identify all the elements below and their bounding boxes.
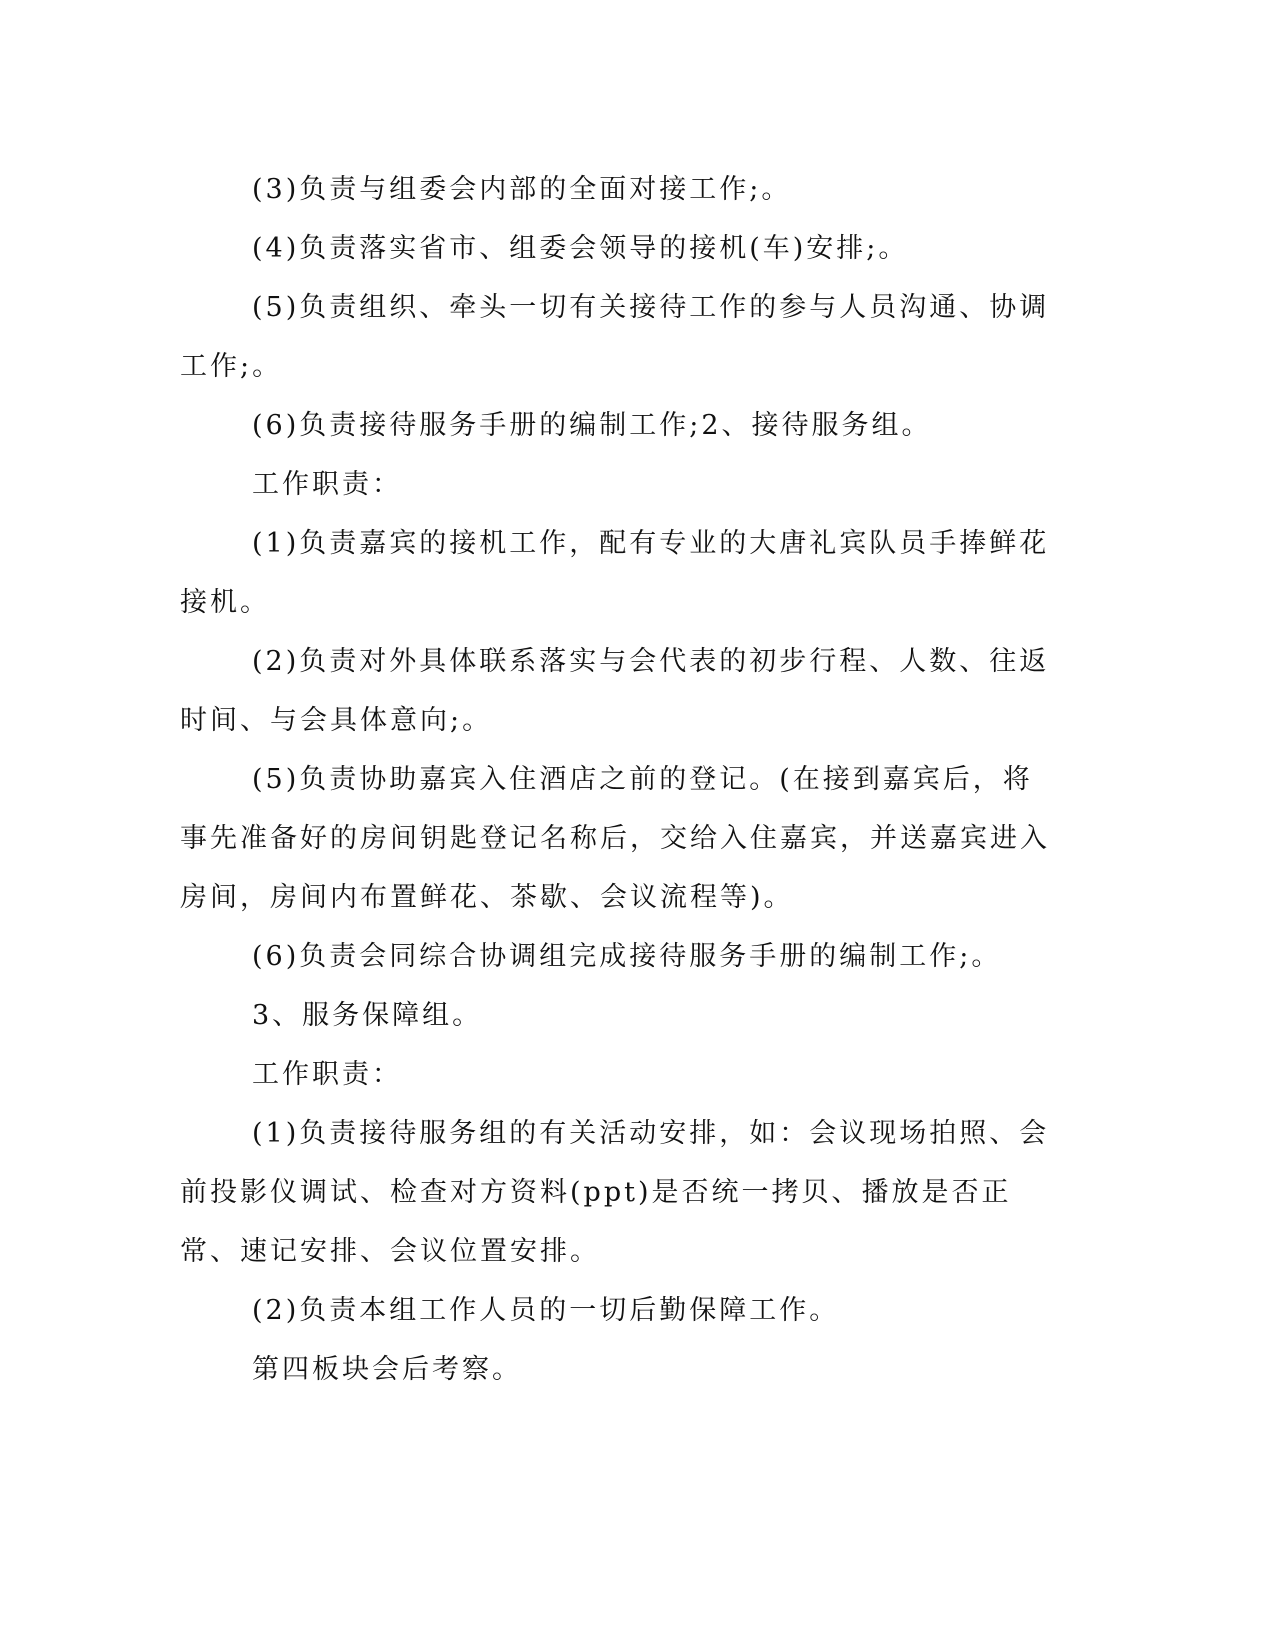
- document-body: [180, 160, 1060, 1399]
- paragraph-12: (1)负责接待服务组的有关活动安排，如：会议现场拍照、会前投影仪调试、检查对方资料(ppt)是否统一拷贝、播放是否正常、速记安排、会议位置安排。: [180, 1118, 1050, 1267]
- paragraph-11: 工作职责：: [252, 1059, 402, 1090]
- paragraph-4: (6)负责接待服务手册的编制工作;2、接待服务组。: [252, 410, 932, 441]
- paragraph-7: (2)负责对外具体联系落实与会代表的初步行程、人数、往返时间、与会具体意向;。: [180, 646, 1050, 736]
- paragraph-1: (3)负责与组委会内部的全面对接工作;。: [252, 174, 792, 205]
- paragraph-13: (2)负责本组工作人员的一切后勤保障工作。: [252, 1295, 840, 1326]
- paragraph-9: (6)负责会同综合协调组完成接待服务手册的编制工作;。: [252, 941, 1002, 972]
- paragraph-2: (4)负责落实省市、组委会领导的接机(车)安排;。: [252, 233, 909, 264]
- paragraph-10: 3、服务保障组。: [252, 1000, 483, 1031]
- paragraph-3: (5)负责组织、牵头一切有关接待工作的参与人员沟通、协调工作;。: [180, 292, 1050, 382]
- paragraph-14: 第四板块会后考察。: [252, 1354, 522, 1385]
- paragraph-5: 工作职责：: [252, 469, 402, 500]
- paragraph-6: (1)负责嘉宾的接机工作，配有专业的大唐礼宾队员手捧鲜花接机。: [180, 528, 1050, 618]
- paragraph-8: (5)负责协助嘉宾入住酒店之前的登记。(在接到嘉宾后，将事先准备好的房间钥匙登记名称后，交给入住嘉宾，并送嘉宾进入房间，房间内布置鲜花、茶歇、会议流程等)。: [180, 764, 1050, 913]
